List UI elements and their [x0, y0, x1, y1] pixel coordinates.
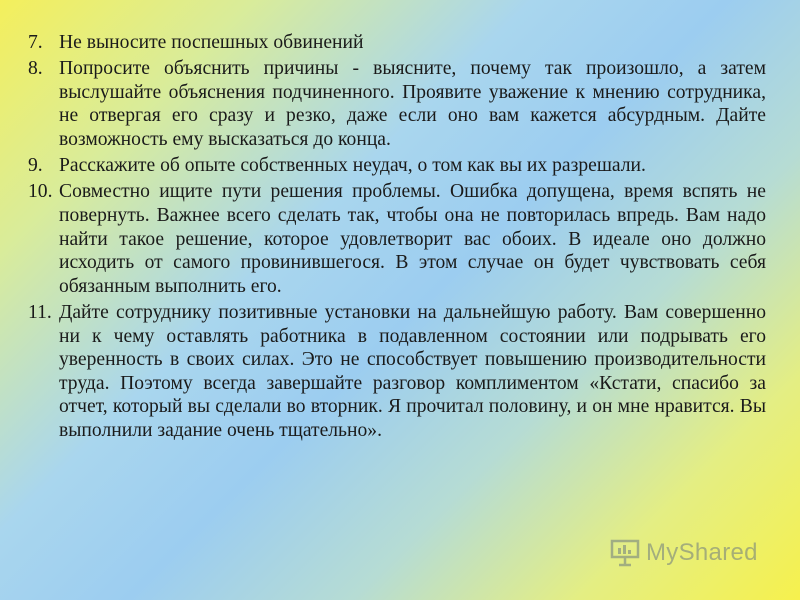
list-item [28, 180, 766, 298]
item-text: Совместно ищите пути решения проблемы. Ошибка допущена, время вспять не повернуть. Важнее всего сделать так, чтобы она не повторилась впредь. Вам надо найти такое решение, которое удовлетворит вас обоих. В идеале оно должно исходить от самого провинившегося. В этом случае он будет чувствовать себя обязанным выполнить его. [59, 181, 766, 297]
item-number: 10. [28, 181, 53, 203]
item-number: 9. [28, 155, 43, 177]
list-item [28, 57, 766, 151]
advice-list [28, 31, 766, 445]
item-text: Попросите объяснить причины - выясните, почему так произошло, а затем выслушайте объяснения подчиненного. Проявите уважение к мнению сотрудника, не отвергая его сразу и резко, даже если оно вам кажется абсурдным. Дайте возможность ему высказаться до конца. [59, 58, 766, 150]
item-number: 8. [28, 58, 43, 80]
item-number: 11. [28, 301, 52, 323]
list-item [28, 154, 766, 178]
item-text: Дайте сотруднику позитивные установки на дальнейшую работу. Вам совершенно ни к чему оставлять работника в подавленном состоянии или подрывать его уверенность в своих силах. Это не способствует повышению производительности труда. Поэтому всегда завершайте разговор комплиментом «Кстати, спасибо за отчет, который вы сделали во вторник. Я прочитал половину, и он мне нравится. Вы выполнили задание очень тщательно». [59, 301, 766, 441]
presentation-board-icon [610, 539, 640, 567]
list-item [28, 301, 766, 443]
item-text: Расскажите об опыте собственных неудач, о том как вы их разрешали. [59, 155, 646, 177]
item-number: 7. [28, 32, 43, 53]
item-text: Не выносите поспешных обвинений [59, 32, 364, 53]
myshared-watermark [610, 539, 758, 567]
list-item [28, 31, 766, 55]
watermark-text: MyShared [646, 539, 758, 566]
